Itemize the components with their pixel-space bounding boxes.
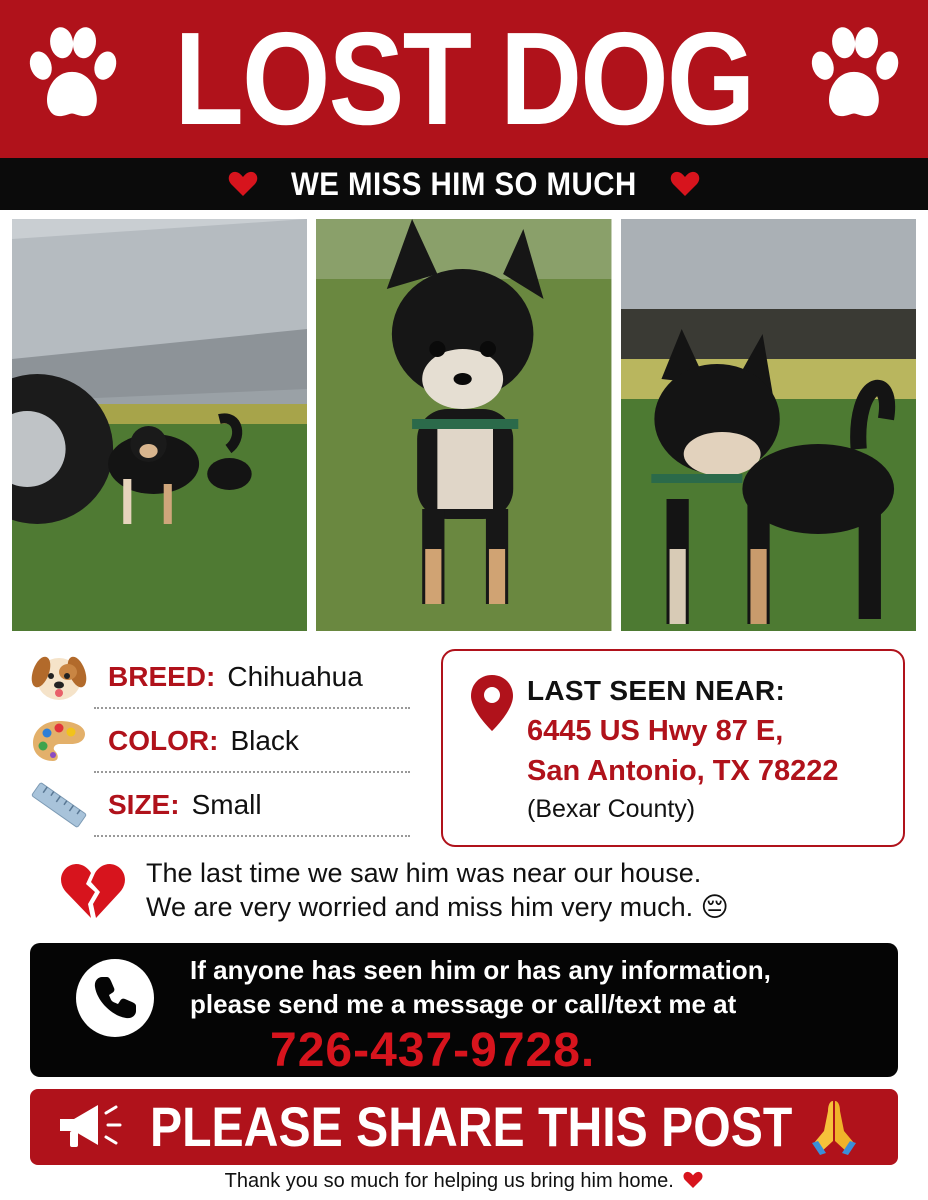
size-label: SIZE:: [108, 789, 180, 820]
phone-icon: [76, 959, 154, 1037]
dog-details: [30, 645, 410, 837]
share-banner: [30, 1089, 898, 1165]
heart-icon: [683, 1171, 703, 1189]
thanks-text: Thank you so much for helping us bring him home.: [224, 1170, 674, 1192]
heart-icon: [228, 171, 258, 197]
detail-size: [30, 773, 410, 837]
heart-icon: [670, 171, 700, 197]
last-seen-box: [441, 649, 905, 847]
phone-number[interactable]: 726-437-9728.: [270, 1024, 596, 1077]
dog-photo-front[interactable]: [316, 219, 611, 631]
subtitle-bar: [0, 158, 928, 210]
share-text: PLEASE SHARE THIS POST: [150, 1095, 793, 1158]
location-pin-icon: [469, 673, 515, 733]
county: (Bexar County): [527, 795, 696, 823]
palette-icon: [30, 716, 88, 766]
message: [60, 858, 880, 928]
address-line-2: San Antonio, TX 78222: [527, 755, 839, 787]
broken-heart-icon: [60, 862, 126, 920]
dog-photo-trailer[interactable]: [12, 219, 307, 631]
praying-hands-icon: [804, 1097, 864, 1157]
message-line-1: The last time we saw him was near our house.: [146, 858, 702, 888]
divider: [94, 835, 410, 837]
dog-face-icon: [30, 652, 88, 702]
contact-line-2: please send me a message or call/text me at: [190, 989, 737, 1019]
detail-color: [30, 709, 410, 773]
megaphone-icon: [54, 1099, 134, 1155]
breed-label: BREED:: [108, 661, 216, 692]
contact-line-1: If anyone has seen him or has any information,: [190, 955, 771, 985]
ruler-icon: [30, 780, 88, 830]
color-label: COLOR:: [108, 725, 219, 756]
size-value: Small: [191, 789, 262, 820]
paw-print-icon: [802, 24, 906, 128]
header-banner: [0, 0, 928, 158]
color-value: Black: [230, 725, 299, 756]
page-title: LOST DOG: [174, 5, 754, 152]
contact-box: [30, 943, 898, 1077]
photo-gallery: [12, 219, 916, 631]
dog-photo-side[interactable]: [621, 219, 916, 631]
message-line-2: We are very worried and miss him very much. 😔: [146, 892, 729, 922]
footer-thanks: [0, 1170, 928, 1193]
last-seen-title: LAST SEEN NEAR:: [527, 675, 786, 706]
subtitle: WE MISS HIM SO MUCH: [291, 165, 637, 202]
breed-value: Chihuahua: [227, 661, 363, 692]
address-line-1: 6445 US Hwy 87 E,: [527, 715, 784, 747]
detail-breed: [30, 645, 410, 709]
